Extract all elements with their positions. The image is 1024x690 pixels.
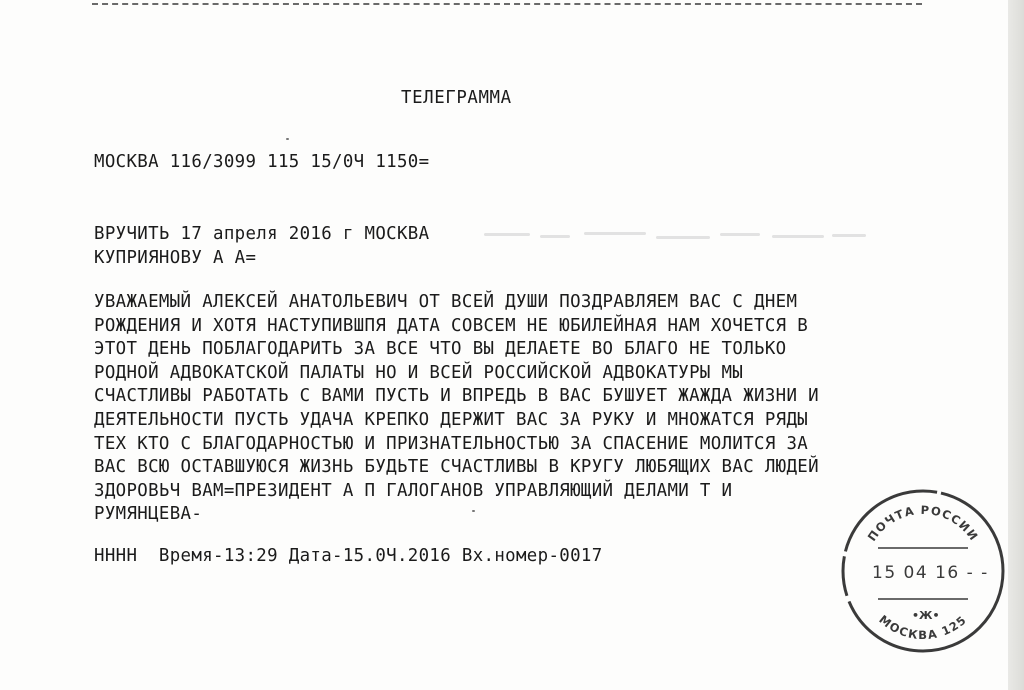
message-line: СЧАСТЛИВЫ РАБОТАТЬ С ВАМИ ПУСТЬ И ВПРЕДЬ В ВАС БУШУЕТ ЖАЖДА ЖИЗНИ И — [94, 386, 819, 407]
deliver-line: ВРУЧИТЬ 17 апреля 2016 г МОСКВА — [94, 224, 430, 244]
svg-text:ПОЧТА РОССИИ — [865, 503, 982, 544]
document-title: ТЕЛЕГРАММА — [401, 88, 512, 108]
message-line: ЭТОТ ДЕНЬ ПОБЛАГОДАРИТЬ ЗА ВСЕ ЧТО ВЫ ДЕЛАЕТЕ ВО БЛАГО НЕ ТОЛЬКО — [94, 339, 787, 360]
message-line: РОДНОЙ АДВОКАТСКОЙ ПАЛАТЫ НО И ВСЕЙ РОССИЙСКОЙ АДВОКАТУРЫ МЫ — [94, 362, 744, 383]
message-line: РОЖДЕНИЯ И ХОТЯ НАСТУПИВШПЯ ДАТА СОВСЕМ НЕ ЮБИЛЕЙНАЯ НАМ ХОЧЕТСЯ В — [94, 315, 809, 336]
perforation-line — [92, 3, 922, 5]
message-line: ВАС ВСЮ ОСТАВШУЮСЯ ЖИЗНЬ БУДЬТЕ СЧАСТЛИВЫ В КРУГУ ЛЮБЯЩИХ ВАС ЛЮДЕЙ — [94, 457, 819, 478]
redacted-address — [480, 226, 872, 246]
ink-speck — [472, 510, 475, 512]
stamp-top-text: ПОЧТА РОССИИ — [864, 502, 982, 544]
ink-speck — [286, 138, 289, 140]
message-body — [94, 291, 819, 527]
stamp-mark: •Ж• — [912, 609, 940, 622]
message-line: ЗДОРОВЬЧ ВАМ=ПРЕЗИДЕНТ А П ГАЛОГАНОВ УПРАВЛЯЮЩИЙ ДЕЛАМИ Т И — [94, 480, 733, 501]
message-line: РУМЯНЦЕВА- — [94, 504, 203, 525]
stamp-bottom-text: МОСКВА 125 — [876, 612, 970, 643]
postmark-stamp — [838, 486, 1008, 656]
message-line: ТЕХ КТО С БЛАГОДАРНОСТЬЮ И ПРИЗНАТЕЛЬНОСТЬЮ ЗА СПАСЕНИЕ МОЛИТСЯ ЗА — [94, 433, 809, 454]
recipient-line: КУПРИЯНОВУ А А= — [94, 248, 257, 268]
page-edge — [1008, 0, 1024, 690]
header-line: МОСКВА 116/3099 115 15/0Ч 1150= — [94, 152, 430, 172]
message-line: ДЕЯТЕЛЬНОСТИ ПУСТЬ УДАЧА КРЕПКО ДЕРЖИТ ВАС ЗА РУКУ И МНОЖАТСЯ РЯДЫ — [94, 409, 809, 430]
message-line: УВАЖАЕМЫЙ АЛЕКСЕЙ АНАТОЛЬЕВИЧ ОТ ВСЕЙ ДУШИ ПОЗДРАВЛЯЕМ ВАС С ДНЕМ — [94, 292, 798, 312]
footer-line: НННН Время-13:29 Дата-15.0Ч.2016 Вх.номер-0017 — [94, 546, 603, 566]
stamp-date: 15 04 16 - - — [872, 563, 989, 583]
